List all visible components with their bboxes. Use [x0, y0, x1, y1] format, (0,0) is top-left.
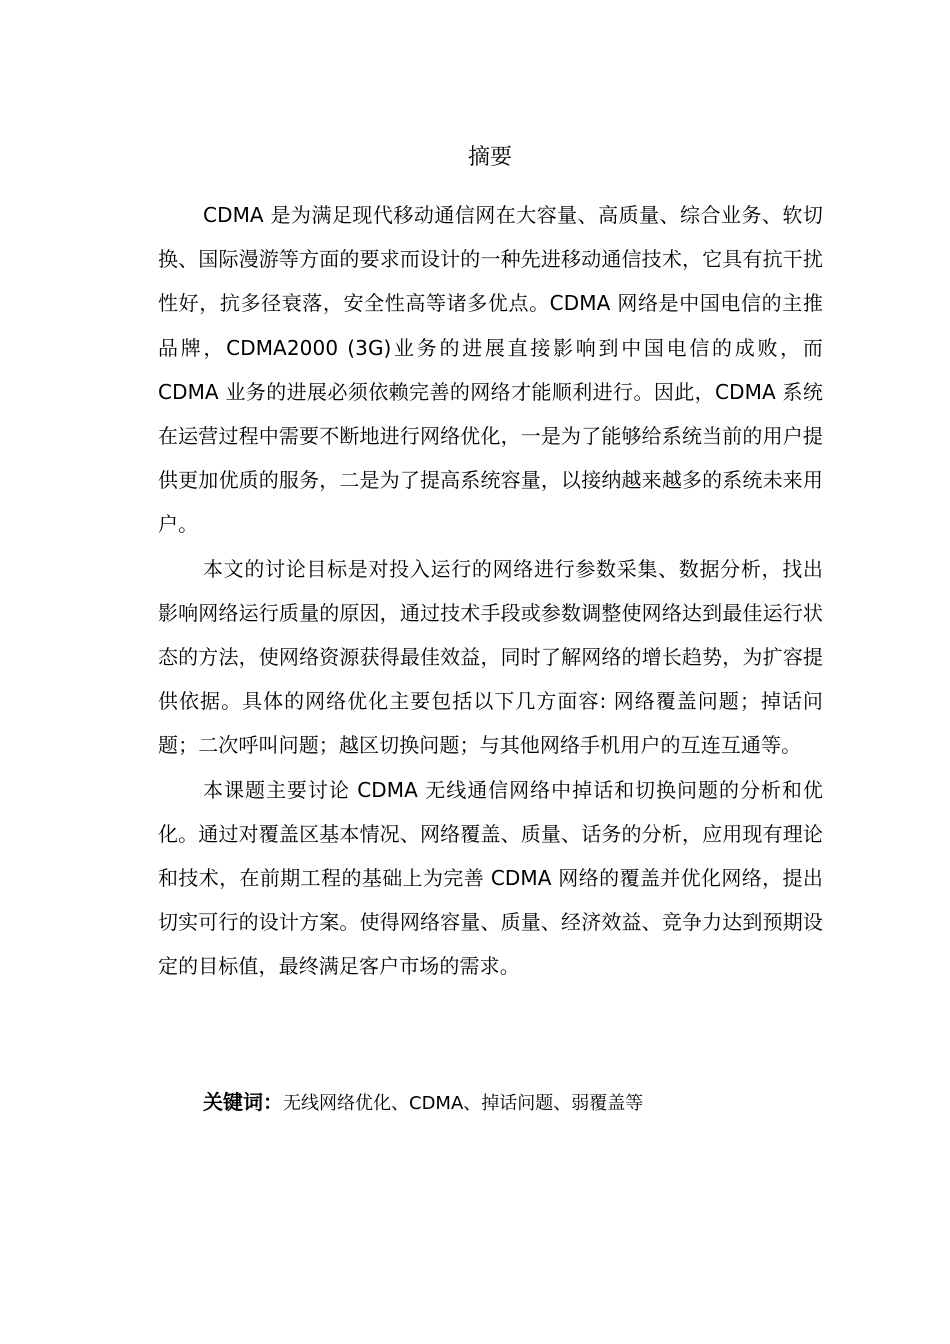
keywords-line: [203, 1084, 643, 1122]
keywords-value: 无线网络优化、CDMA、掉话问题、弱覆盖等: [283, 1093, 644, 1114]
abstract-body: [158, 193, 823, 989]
abstract-paragraph-3: 本课题主要讨论 CDMA 无线通信网络中掉话和切换问题的分析和优化。通过对覆盖区基本情况、网络覆盖、质量、话务的分析，应用现有理论和技术，在前期工程的基础上为完善 CDMA 网络的覆盖并优化网络，提出切实可行的设计方案。使得网络容量、质量、经济效益、竞争力达到预期设定的目标值，最终满足客户市场的需求。: [158, 777, 823, 979]
abstract-paragraph-1: CDMA 是为满足现代移动通信网在大容量、高质量、综合业务、软切换、国际漫游等方面的要求而设计的一种先进移动通信技术，它具有抗干扰性好，抗多径衰落，安全性高等诸多优点。CDMA 网络是中国电信的主推品牌，CDMA2000 (3G)业务的进展直接影响到中国电信的成败，而 CDMA 业务的进展必须依赖完善的网络才能顺利进行。因此，CDMA 系统在运营过程中需要不断地进行网络优化，一是为了能够给系统当前的用户提供更加优质的服务，二是为了提高系统容量，以接纳越来越多的系统未来用户。: [158, 203, 823, 537]
keywords-label: 关键词：: [203, 1090, 283, 1114]
abstract-paragraph-2: 本文的讨论目标是对投入运行的网络进行参数采集、数据分析，找出影响网络运行质量的原因，通过技术手段或参数调整使网络达到最佳运行状态的方法，使网络资源获得最佳效益，同时了解网络的增长趋势，为扩容提供依据。具体的网络优化主要包括以下几方面容: 网络覆盖问题；掉话问题；二次呼叫问题；越区切换问题；与其他网络手机用户的互连互通等。: [158, 556, 823, 758]
abstract-title: 摘要: [467, 145, 512, 170]
